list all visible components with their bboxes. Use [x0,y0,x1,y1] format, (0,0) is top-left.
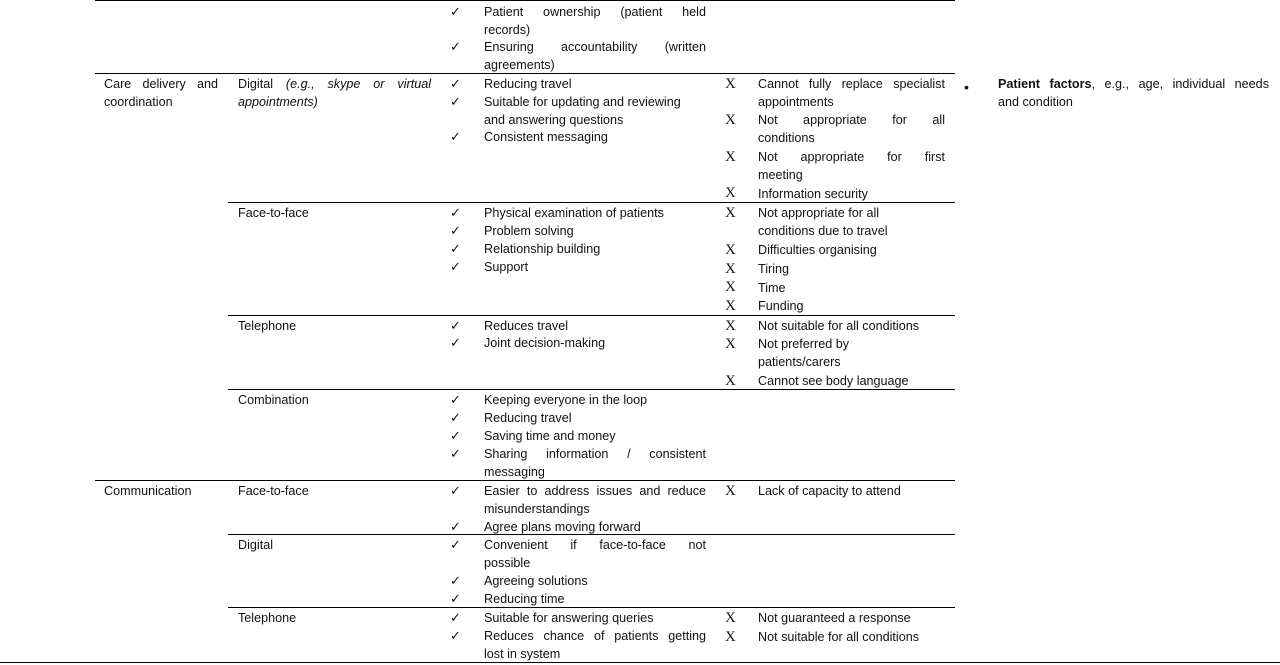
mode-combination: Combination [238,393,309,407]
con-item: Information security [758,187,868,201]
x-icon: X [725,261,736,277]
mode-digital: Digital [238,538,273,552]
pro-item: Agree plans moving forward [484,520,641,534]
check-icon: ✓ [450,318,461,333]
patient-factors-note: Patient factors, e.g., age, individual needs and condition [998,77,1269,109]
pro-item: Ensuring accountability (written agreements) [484,40,706,72]
pro-item: Suitable for updating and reviewing and answering questions [484,95,681,127]
table-rule [228,315,955,316]
con-item: Difficulties organising [758,243,877,257]
con-item: Lack of capacity to attend [758,484,901,498]
con-item: Cannot see body language [758,374,909,388]
pro-item: Reducing travel [484,77,572,91]
pro-item: Reducing travel [484,411,572,425]
check-icon: ✓ [450,76,461,91]
mode-telephone: Telephone [238,611,297,625]
pro-item: Easier to address issues and reduce misunderstandings [484,484,706,516]
con-item: Not preferred by patients/carers [758,337,849,369]
category-care-delivery: Care delivery and coordination [104,77,218,109]
pro-item: Consistent messaging [484,130,608,144]
con-item: Not suitable for all conditions [758,319,920,333]
category-communication: Communication [104,484,192,498]
check-icon: ✓ [450,39,461,54]
x-icon: X [725,149,736,165]
mode-telephone: Telephone [238,319,297,333]
check-icon: ✓ [450,610,461,625]
pro-item: Reducing time [484,592,565,606]
con-item: Not appropriate for all conditions due to travel [758,206,888,238]
x-icon: X [725,373,736,389]
x-icon: X [725,336,736,352]
con-item: Tiring [758,262,790,276]
bullet-icon: • [964,79,969,95]
check-icon: ✓ [450,4,461,19]
con-item: Time [758,281,786,295]
pro-item: Reduces chance of patients getting lost in system [484,629,706,661]
check-icon: ✓ [450,591,461,606]
check-icon: ✓ [450,223,461,238]
con-item: Cannot fully replace specialist appointments [758,77,945,109]
pro-item: Suitable for answering queries [484,611,654,625]
pro-item: Keeping everyone in the loop [484,393,648,407]
x-icon: X [725,629,736,645]
con-item: Not appropriate for all conditions [758,113,945,145]
pro-item: Reduces travel [484,319,568,333]
x-icon: X [725,610,736,626]
mode-face-to-face: Face-to-face [238,206,309,220]
x-icon: X [725,298,736,314]
check-icon: ✓ [450,519,461,534]
x-icon: X [725,318,736,334]
pro-item: Patient ownership (patient held records) [484,5,706,37]
check-icon: ✓ [450,628,461,643]
mode-digital: Digital (e.g., skype or virtual appointments) [238,77,431,109]
pro-item: Joint decision-making [484,336,606,350]
x-icon: X [725,483,736,499]
x-icon: X [725,242,736,258]
con-item: Funding [758,299,804,313]
check-icon: ✓ [450,335,461,350]
check-icon: ✓ [450,573,461,588]
check-icon: ✓ [450,392,461,407]
pro-item: Problem solving [484,224,574,238]
check-icon: ✓ [450,205,461,220]
check-icon: ✓ [450,537,461,552]
pro-item: Physical examination of patients [484,206,664,220]
check-icon: ✓ [450,129,461,144]
pro-item: Agreeing solutions [484,574,588,588]
check-icon: ✓ [450,94,461,109]
pro-item: Sharing information / consistent messaging [484,447,706,479]
check-icon: ✓ [450,410,461,425]
con-item: Not suitable for all conditions [758,630,920,644]
check-icon: ✓ [450,241,461,256]
pro-item: Saving time and money [484,429,616,443]
check-icon: ✓ [450,259,461,274]
con-item: Not guaranteed a response [758,611,911,625]
pro-item: Convenient if face-to-face not possible [484,538,706,570]
check-icon: ✓ [450,446,461,461]
x-icon: X [725,205,736,221]
con-item: Not appropriate for first meeting [758,150,945,182]
check-icon: ✓ [450,428,461,443]
table-rule-top [95,0,955,1]
pro-item: Relationship building [484,242,601,256]
x-icon: X [725,185,736,201]
mode-face-to-face: Face-to-face [238,484,309,498]
pro-item: Support [484,260,529,274]
x-icon: X [725,112,736,128]
check-icon: ✓ [450,483,461,498]
x-icon: X [725,76,736,92]
x-icon: X [725,279,736,295]
